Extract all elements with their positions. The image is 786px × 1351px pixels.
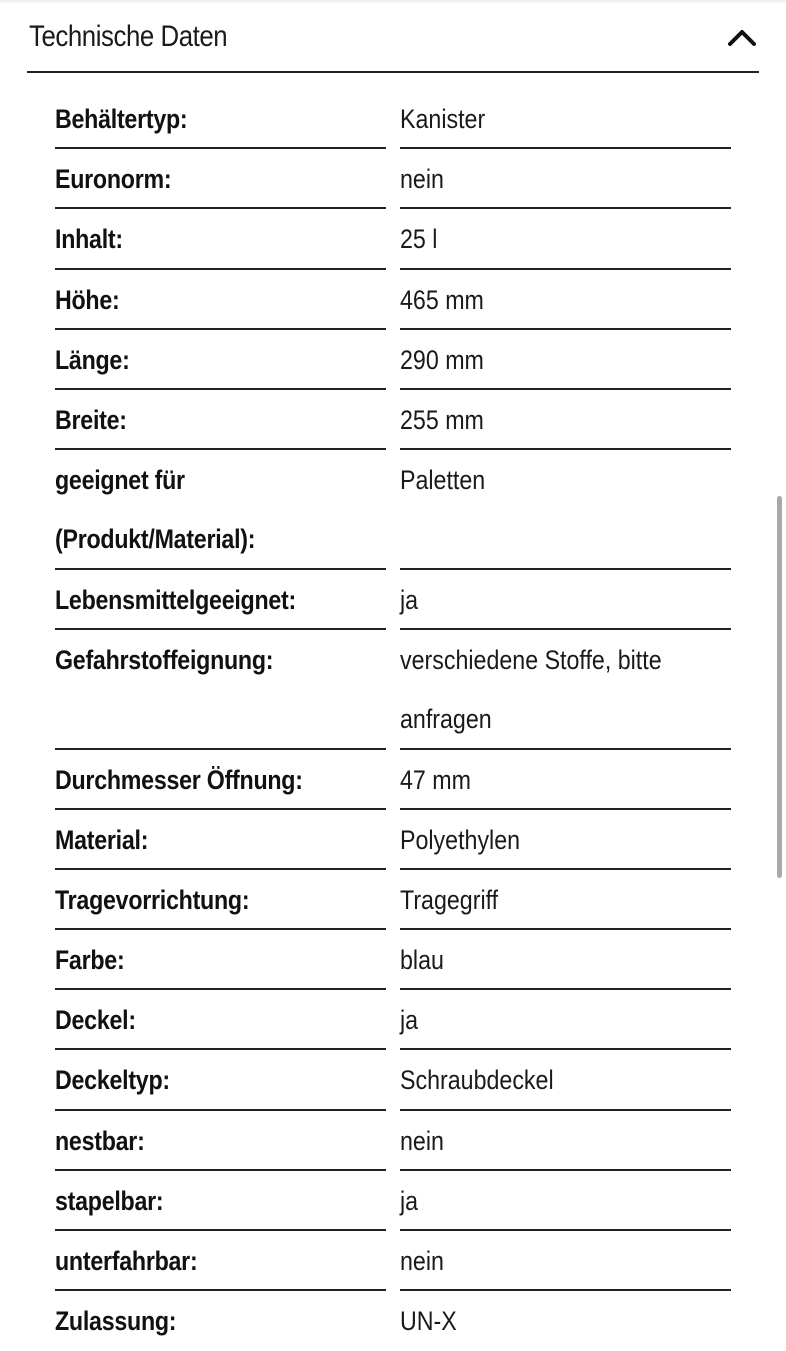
spec-value: 25 l [400,209,731,269]
spec-row-nestable [55,1111,731,1171]
spec-key: Länge: [55,330,386,390]
spec-key: Deckeltyp: [55,1050,386,1110]
spec-key: Material: [55,810,386,870]
spec-key: stapelbar: [55,1171,386,1231]
spec-value: nein [400,1111,731,1171]
spec-row-underrideable [55,1231,731,1291]
spec-value: 47 mm [400,750,731,810]
spec-value: Kanister [400,89,731,149]
chevron-up-icon[interactable] [725,22,759,52]
spec-value: Polyethylen [400,810,731,870]
spec-value: ja [400,570,731,630]
spec-value: verschiedene Stoffe, bitte anfragen [400,630,731,750]
spec-row-approval [55,1291,731,1351]
spec-key: Farbe: [55,930,386,990]
spec-row-color [55,930,731,990]
spec-row-euronorm [55,149,731,209]
spec-key: Inhalt: [55,209,386,269]
spec-value: Tragegriff [400,870,731,930]
spec-value: Schraubdeckel [400,1050,731,1110]
spec-row-height [55,270,731,330]
spec-key: Deckel: [55,990,386,1050]
spec-row-width [55,390,731,450]
spec-row-container-type [55,89,731,149]
spec-value: ja [400,1171,731,1231]
spec-value: UN-X [400,1306,457,1337]
section-title: Technische Daten [29,20,228,53]
spec-table [55,89,731,1351]
spec-value: blau [400,930,731,990]
spec-value: 290 mm [400,330,731,390]
spec-row-food-safe [55,570,731,630]
spec-key: Gefahrstoffeignung: [55,630,386,750]
spec-row-suitable-for [55,450,731,570]
spec-row-lid [55,990,731,1050]
spec-key: Tragevorrichtung: [55,870,386,930]
spec-value: Paletten [400,450,731,570]
spec-value: 465 mm [400,270,731,330]
spec-key: Höhe: [55,270,386,330]
spec-row-capacity [55,209,731,269]
technical-data-accordion-header[interactable] [27,0,759,73]
spec-key: unterfahrbar: [55,1231,386,1291]
spec-key: Behältertyp: [55,89,386,149]
spec-key: Breite: [55,390,386,450]
scrollbar-thumb[interactable] [777,496,782,878]
spec-row-length [55,330,731,390]
spec-row-material [55,810,731,870]
spec-key: nestbar: [55,1111,386,1171]
spec-row-stackable [55,1171,731,1231]
spec-value: 255 mm [400,390,731,450]
spec-key: Euronorm: [55,149,386,209]
spec-row-opening-diameter [55,750,731,810]
spec-key: Lebensmittelgeeignet: [55,570,386,630]
spec-key: Durchmesser Öffnung: [55,750,386,810]
spec-value: nein [400,149,731,209]
spec-key: Zulassung: [55,1306,177,1337]
spec-row-lid-type [55,1050,731,1110]
spec-row-carrying-device [55,870,731,930]
spec-key: geeignet für (Produkt/Material): [55,450,386,570]
spec-row-hazardous-suitability [55,630,731,750]
spec-value: ja [400,990,731,1050]
spec-value: nein [400,1231,731,1291]
